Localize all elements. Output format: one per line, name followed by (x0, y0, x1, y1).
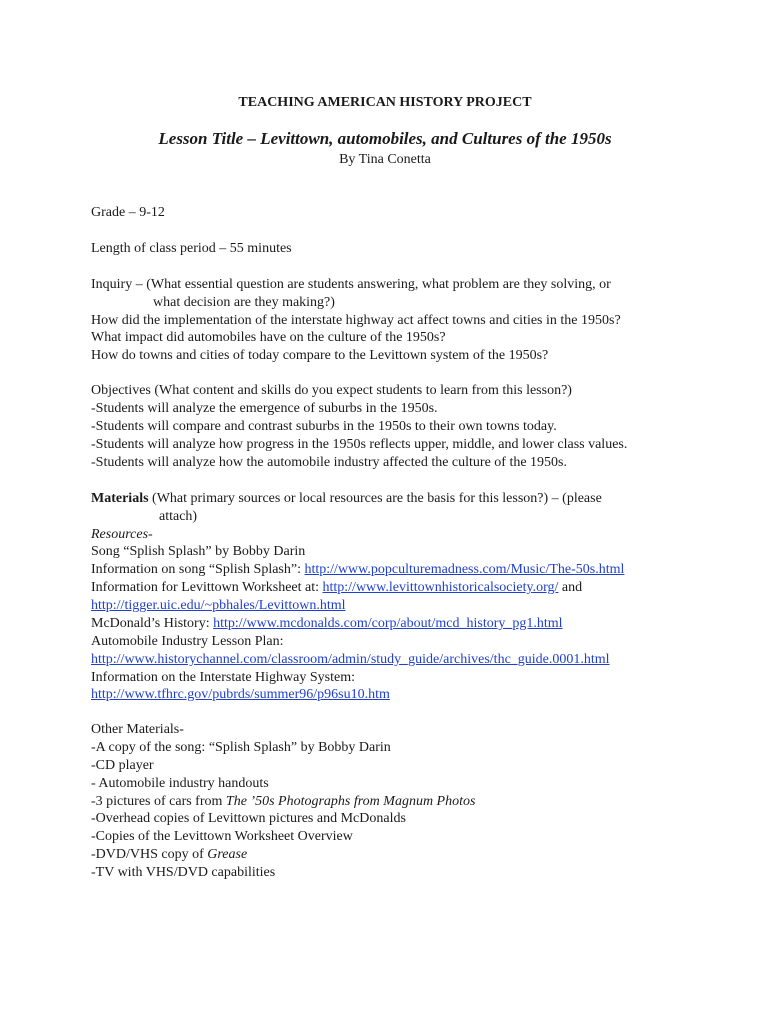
resource-highway-link-line (91, 686, 390, 704)
resource-levittown-label: Information for Levittown Worksheet at: (91, 580, 323, 595)
other-material-7 (91, 846, 247, 864)
tfhrc-link[interactable]: http://www.tfhrc.gov/pubrds/summer96/p96su10.htm (91, 687, 390, 702)
popculture-link[interactable]: http://www.popculturemadness.com/Music/The-50s.html (304, 562, 625, 577)
resource-highway-label: Information on the Interstate Highway System: (91, 670, 355, 685)
other-material-5: -Overhead copies of Levittown pictures and McDonalds (91, 811, 406, 826)
other-material-2: -CD player (91, 758, 154, 773)
other-material-4-book-title: The ’50s Photographs from Magnum Photos (225, 794, 476, 809)
levittown-uic-link[interactable]: http://tigger.uic.edu/~pbhales/Levittown.html (91, 598, 346, 613)
project-heading: TEACHING AMERICAN HISTORY PROJECT (238, 95, 532, 110)
other-material-8: -TV with VHS/DVD capabilities (91, 865, 276, 880)
resource-mcdonalds (91, 615, 563, 633)
resource-song: Song “Splish Splash” by Bobby Darin (91, 544, 306, 559)
resource-levittown-and: and (558, 580, 583, 595)
materials-line-1 (91, 490, 602, 508)
inquiry-question-3: How do towns and cities of today compare to the Levittown system of the 1950s? (91, 348, 549, 363)
inquiry-line-2: what decision are they making?) (153, 295, 335, 310)
grade-line: Grade – 9-12 (91, 205, 165, 220)
other-material-3: - Automobile industry handouts (91, 776, 269, 791)
other-material-4-prefix: -3 pictures of cars from (91, 794, 226, 809)
resource-mcdonalds-label: McDonald’s History: (91, 616, 214, 631)
resource-levittown-info-2 (91, 597, 345, 615)
materials-label: Materials (91, 491, 149, 506)
inquiry-question-1: How did the implementation of the interstate highway act affect towns and cities in the 1950s? (91, 313, 621, 328)
mcdonalds-history-link[interactable]: http://www.mcdonalds.com/corp/about/mcd_history_pg1.html (213, 616, 563, 631)
other-materials-label: Other Materials- (91, 722, 184, 737)
objective-2: -Students will compare and contrast suburbs in the 1950s to their own towns today. (91, 419, 557, 434)
materials-line-2: attach) (159, 509, 198, 524)
other-material-6: -Copies of the Levittown Worksheet Overview (91, 829, 353, 844)
resource-automobile-label: Automobile Industry Lesson Plan: (91, 634, 284, 649)
resource-song-info-label: Information on song “Splish Splash”: (91, 562, 305, 577)
resource-levittown-info (91, 579, 582, 597)
other-material-1: -A copy of the song: “Splish Splash” by Bobby Darin (91, 740, 391, 755)
resource-song-info (91, 561, 624, 579)
class-length-line: Length of class period – 55 minutes (91, 241, 292, 256)
inquiry-question-2: What impact did automobiles have on the culture of the 1950s? (91, 330, 446, 345)
other-material-7-prefix: -DVD/VHS copy of (91, 847, 208, 862)
resource-automobile-link-line (91, 651, 610, 669)
objective-1: -Students will analyze the emergence of suburbs in the 1950s. (91, 401, 438, 416)
objectives-intro: Objectives (What content and skills do you expect students to learn from this lesson?) (91, 383, 572, 398)
objective-3: -Students will analyze how progress in the 1950s reflects upper, middle, and lower class values. (91, 437, 628, 452)
levittown-society-link[interactable]: http://www.levittownhistoricalsociety.org/ (322, 580, 559, 595)
resources-label: Resources- (91, 527, 153, 542)
lesson-title: Lesson Title – Levittown, automobiles, and Cultures of the 1950s (158, 129, 612, 148)
materials-description: (What primary sources or local resources are the basis for this lesson?) – (please (148, 491, 602, 506)
objective-4: -Students will analyze how the automobile industry affected the culture of the 1950s. (91, 455, 568, 470)
inquiry-line-1: Inquiry – (What essential question are students answering, what problem are they solving, or (91, 277, 611, 292)
author-line: By Tina Conetta (339, 152, 431, 167)
historychannel-link[interactable]: http://www.historychannel.com/classroom/admin/study_guide/archives/thc_guide.0001.html (91, 652, 610, 667)
other-material-4 (91, 793, 475, 811)
other-material-7-film-title: Grease (207, 847, 248, 862)
